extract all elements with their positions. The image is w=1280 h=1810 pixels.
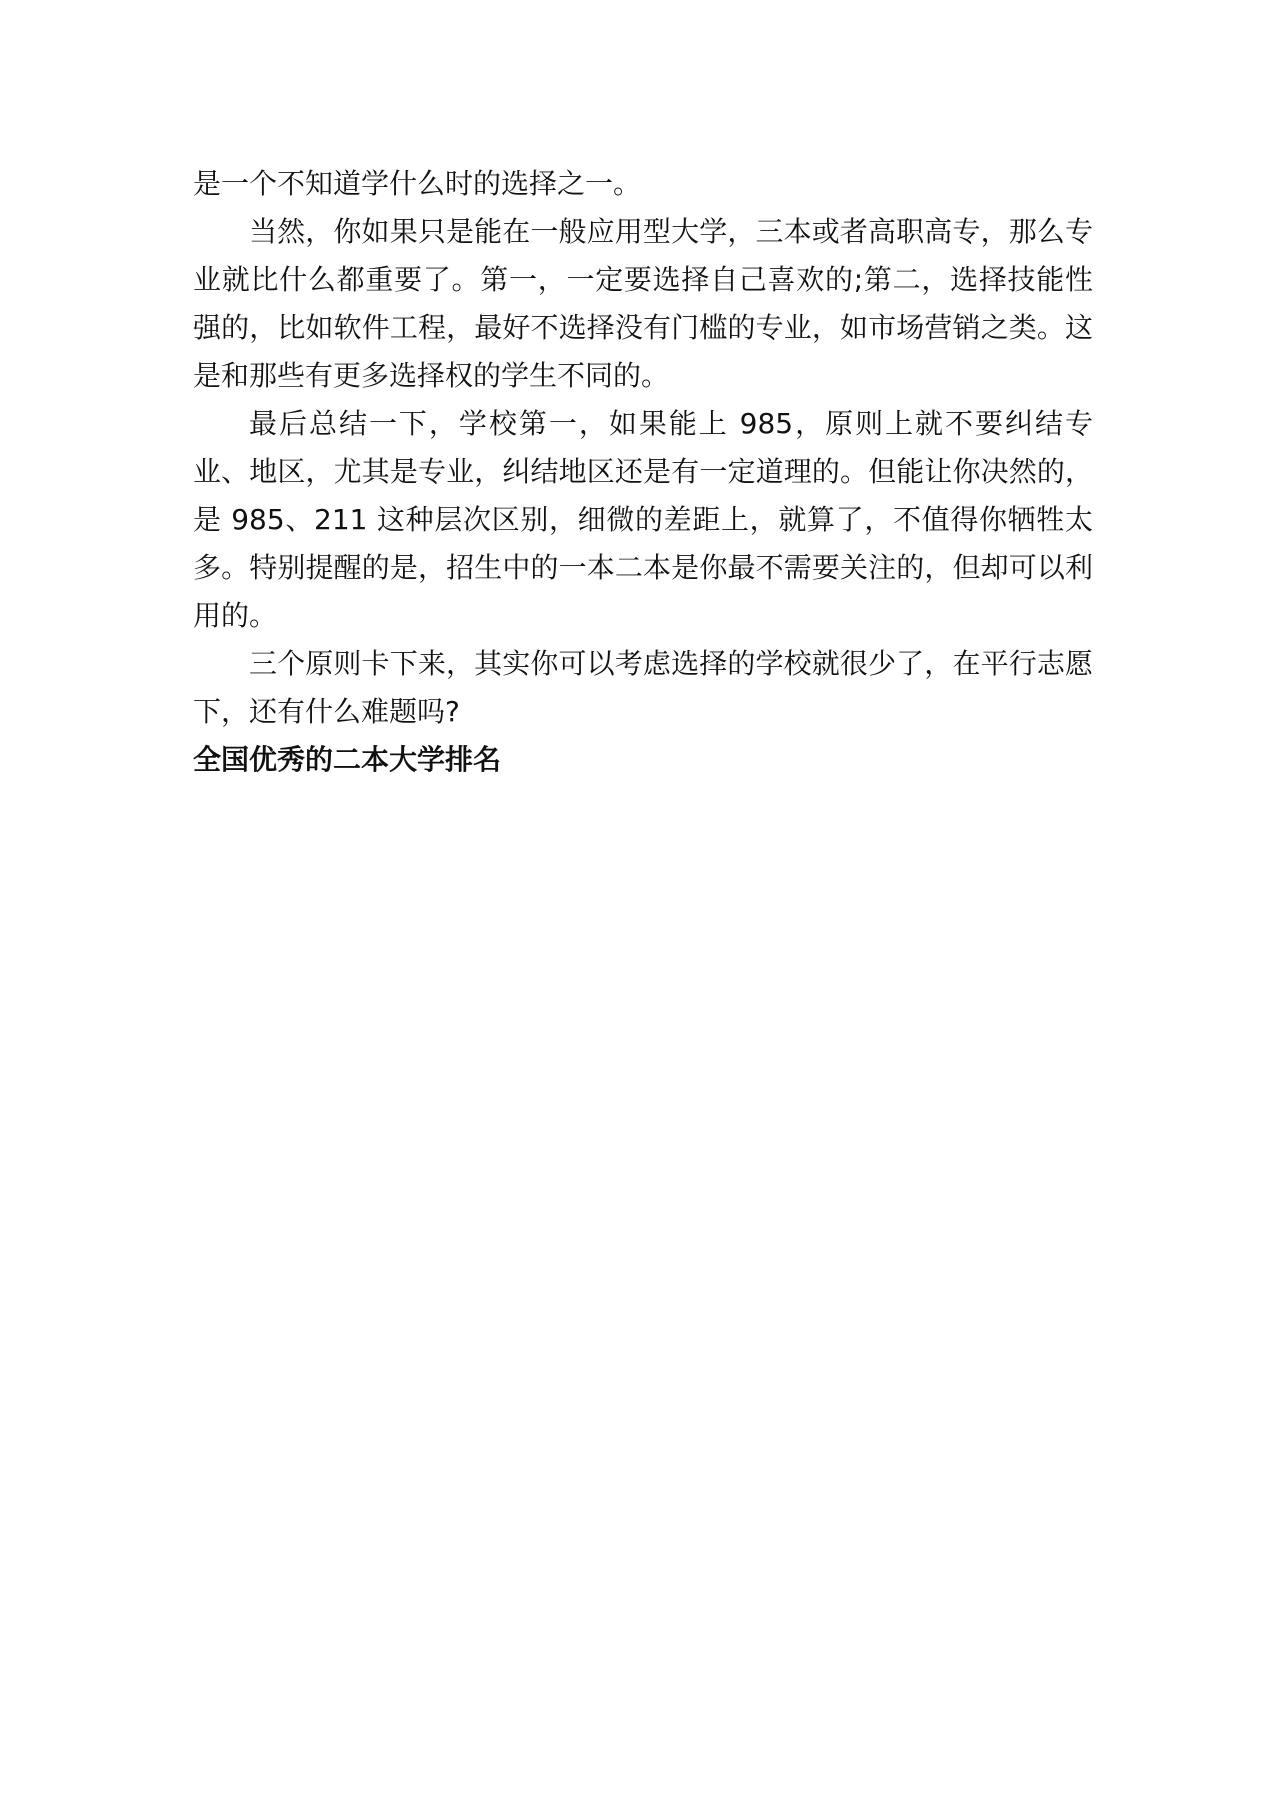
paragraph-vocational-advice: 当然，你如果只是能在一般应用型大学，三本或者高职高专，那么专业就比什么都重要了。第一，一定要选择自己喜欢的;第二，选择技能性强的，比如软件工程，最好不选择没有门槛的专业，如市场营销之类。这是和那些有更多选择权的学生不同的。	[193, 215, 1093, 392]
document-body	[193, 160, 1093, 784]
paragraph-continuation: 是一个不知道学什么时的选择之一。	[193, 167, 642, 200]
paragraph-summary: 最后总结一下，学校第一，如果能上 985，原则上就不要纠结专业、地区，尤其是专业，纠结地区还是有一定道理的。但能让你决然的，是 985、211 这种层次区别，细微的差距上，就算了，不值得你牺牲太多。特别提醒的是，招生中的一本二本是你最不需要关注的，但却可以利用的。	[193, 407, 1093, 632]
section-heading: 全国优秀的二本大学排名	[193, 743, 502, 776]
paragraph-conclusion: 三个原则卡下来，其实你可以考虑选择的学校就很少了，在平行志愿下，还有什么难题吗?	[193, 647, 1093, 728]
